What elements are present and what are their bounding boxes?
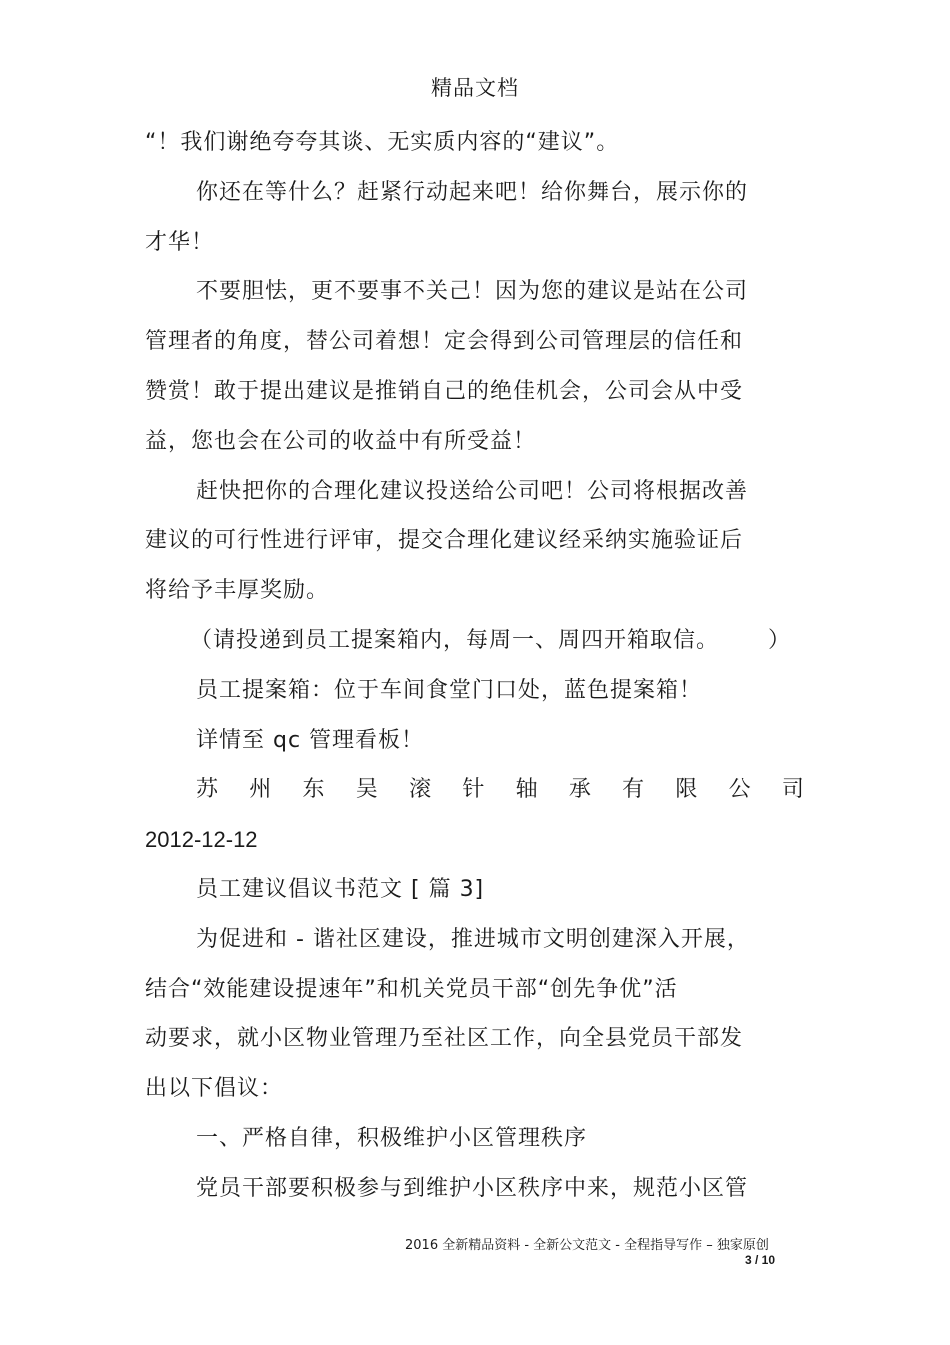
subheading: 一、严格自律，积极维护小区管理秩序 <box>196 1126 588 1151</box>
company-char: 吴 <box>355 777 378 802</box>
company-char: 限 <box>675 777 698 802</box>
date-line: 2012-12-12 <box>145 827 258 852</box>
company-name <box>196 775 804 805</box>
body-line: 管理者的角度，替公司着想！定会得到公司管理层的信任和 <box>145 329 744 354</box>
body-line: 赶快把你的合理化建议投送给公司吧！公司将根据改善 <box>196 479 749 504</box>
body-line: 员工提案箱：位于车间食堂门口处，蓝色提案箱！ <box>196 678 703 703</box>
body-line: 建议的可行性进行评审，提交合理化建议经采纳实施验证后 <box>145 528 744 553</box>
body-line: 赞赏！敢于提出建议是推销自己的绝佳机会，公司会从中受 <box>145 379 744 404</box>
company-char: 苏 <box>196 777 219 802</box>
body-line: 党员干部要积极参与到维护小区秩序中来，规范小区管 <box>196 1176 749 1201</box>
body-line: 动要求，就小区物业管理乃至社区工作，向全县党员干部发 <box>145 1026 744 1051</box>
body-line: 为促进和 - 谐社区建设，推进城市文明创建深入开展， <box>196 927 750 952</box>
page-number: 3 / 10 <box>745 1253 776 1267</box>
body-line: 出以下倡议： <box>145 1076 284 1101</box>
company-char: 公 <box>728 777 751 802</box>
company-char: 轴 <box>515 777 538 802</box>
body-line: ） <box>768 628 792 653</box>
body-line: 将给予丰厚奖励。 <box>145 578 330 603</box>
body-line: “！我们谢绝夸夸其谈、无实质内容的“建议”。 <box>145 130 620 155</box>
company-char: 针 <box>462 777 485 802</box>
page-header: 精品文档 <box>431 76 519 100</box>
body-line: 详情至 qc 管理看板！ <box>196 728 425 753</box>
company-char: 有 <box>622 777 645 802</box>
company-char: 滚 <box>409 777 432 802</box>
body-line: 不要胆怯，更不要事不关己！因为您的建议是站在公司 <box>196 279 749 304</box>
body-line: 才华！ <box>145 230 215 255</box>
page-footer: 2016 全新精品资料 - 全新公文范文 - 全程指导写作 – 独家原创 <box>405 1238 769 1253</box>
company-char: 司 <box>781 777 804 802</box>
company-char: 承 <box>568 777 591 802</box>
section-title: 员工建议倡议书范文 [ 篇 3] <box>196 877 485 902</box>
body-line: （请投递到员工提案箱内，每周一、周四开箱取信。 <box>190 628 720 653</box>
body-line: 益，您也会在公司的收益中有所受益！ <box>145 429 537 454</box>
company-char: 东 <box>302 777 325 802</box>
company-char: 州 <box>249 777 272 802</box>
body-line: 你还在等什么？赶紧行动起来吧！给你舞台，展示你的 <box>196 180 749 205</box>
body-line: 结合“效能建设提速年”和机关党员干部“创先争优”活 <box>145 977 678 1002</box>
